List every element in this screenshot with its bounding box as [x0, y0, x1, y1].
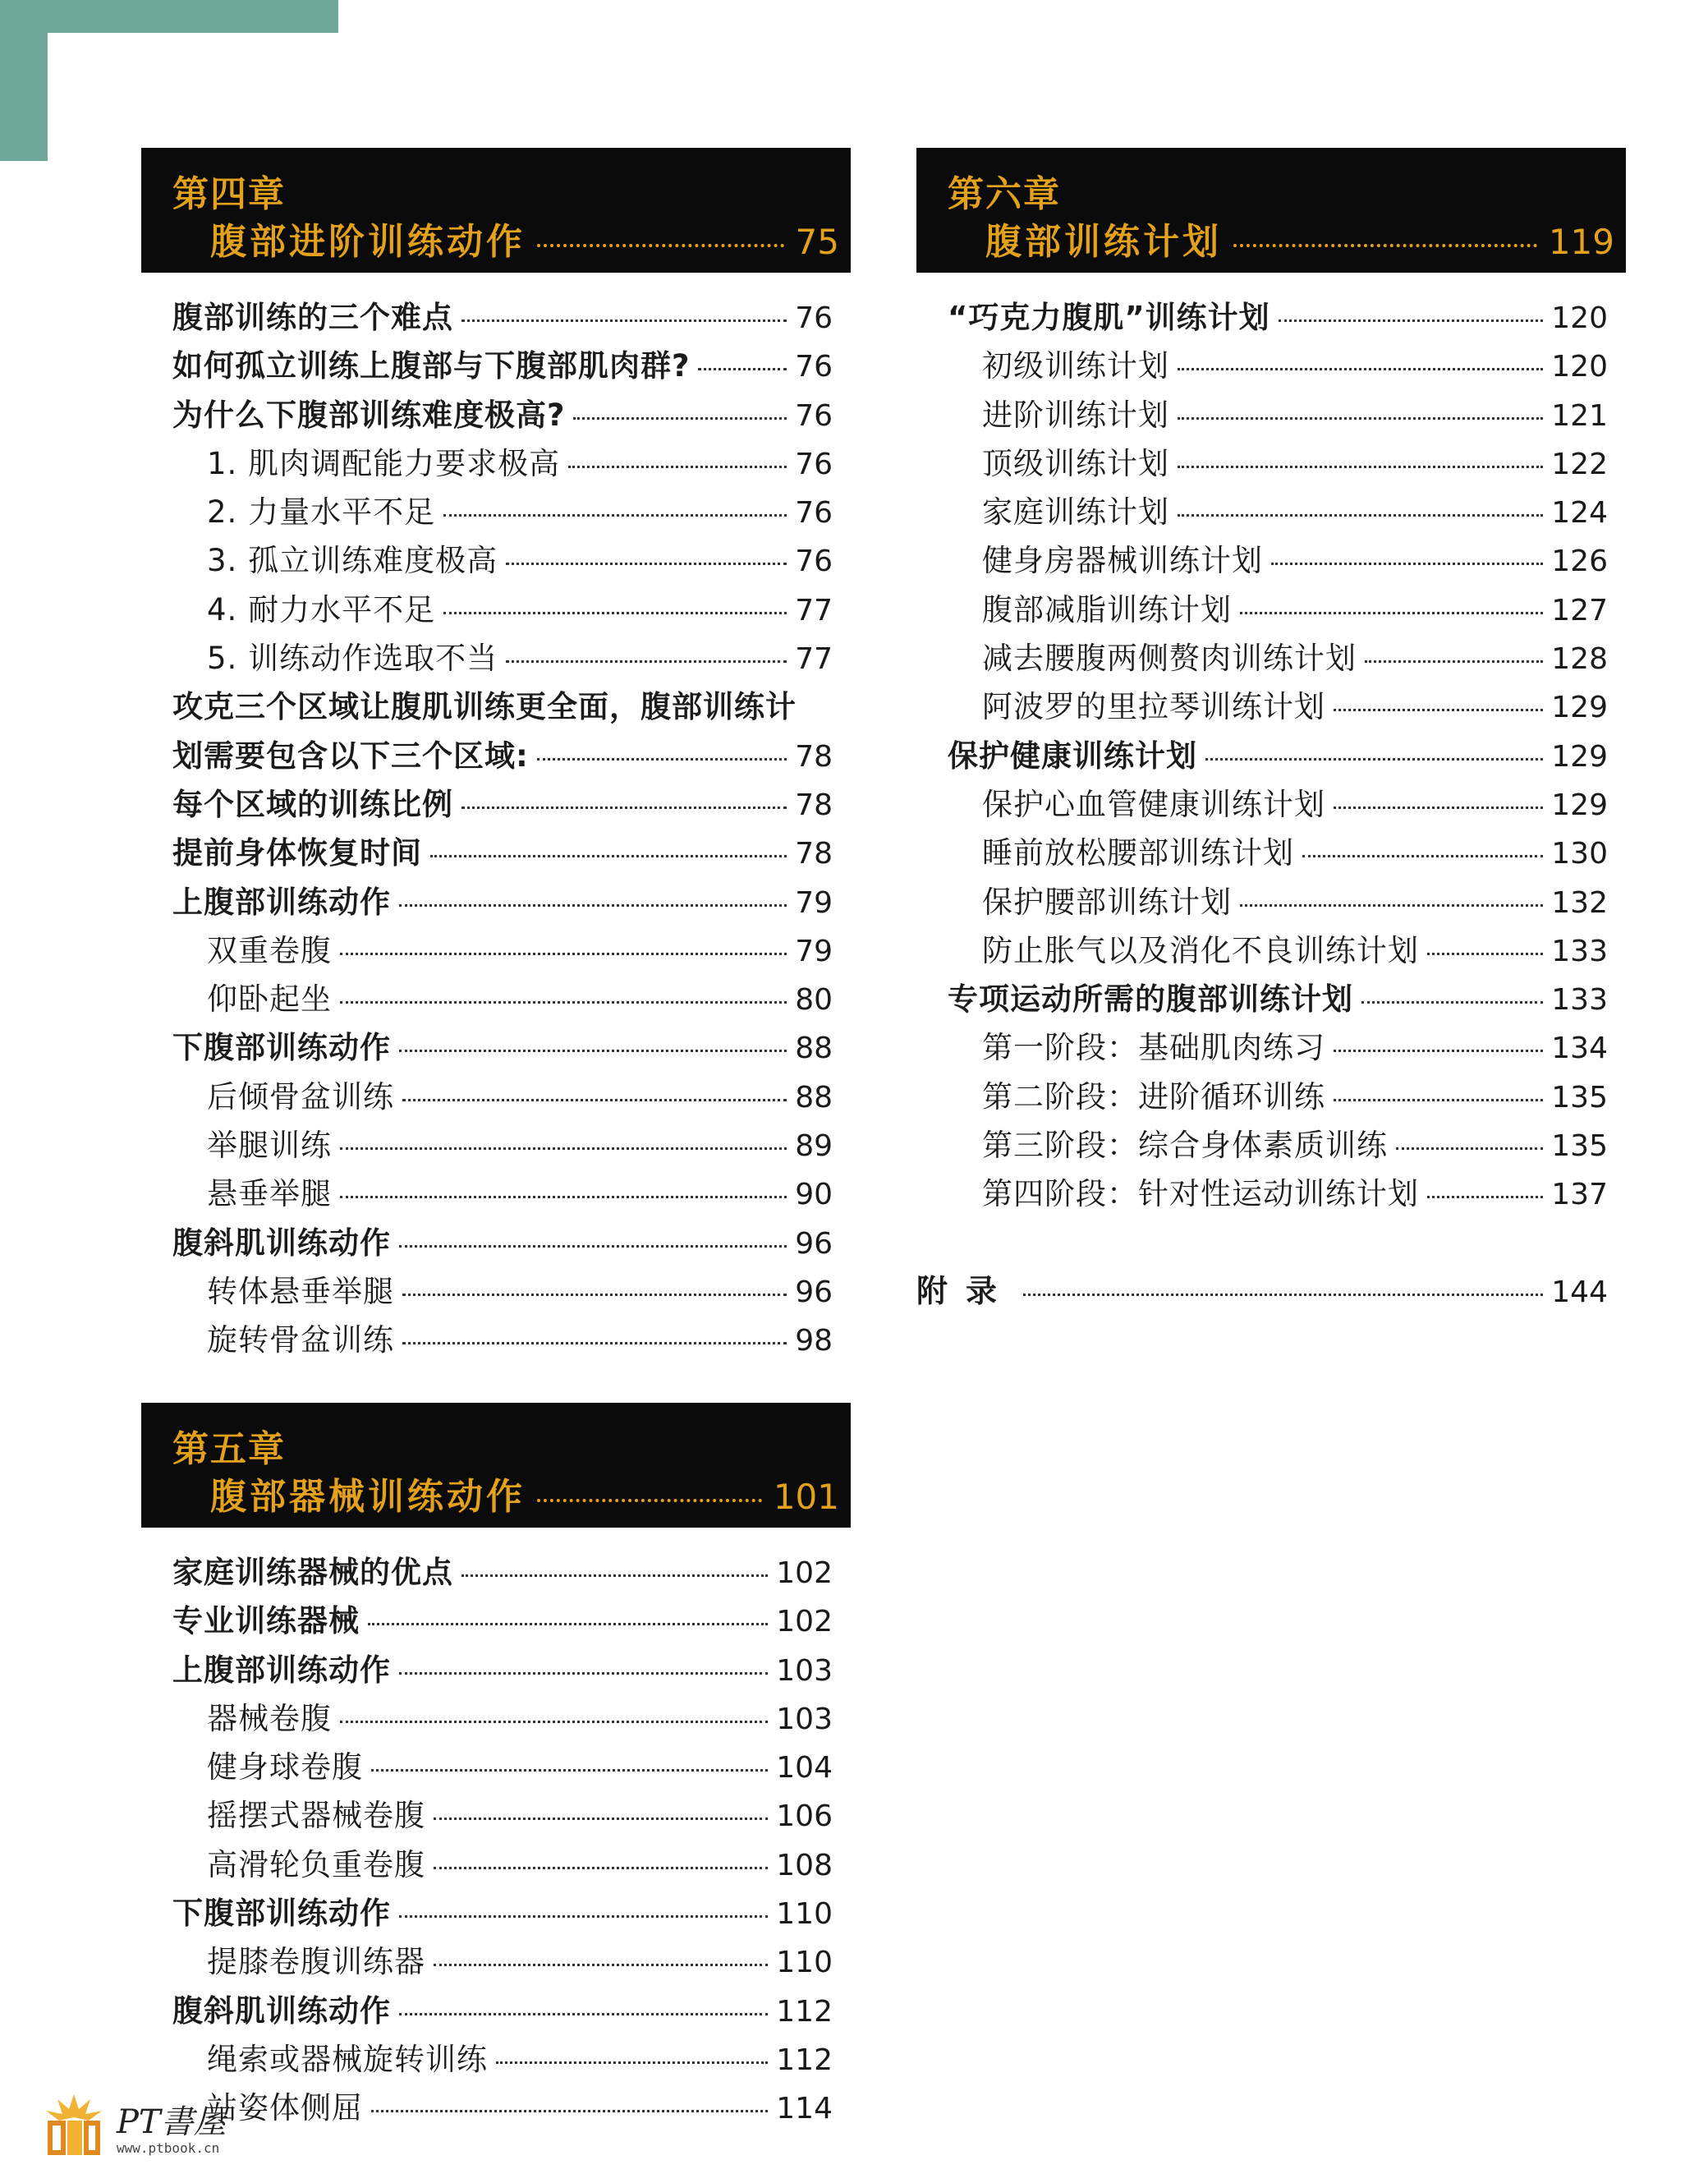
chapter-page-number: 101	[773, 1477, 839, 1517]
toc-entry-page: 76	[795, 545, 833, 579]
toc-entry-title: 绳索或器械旋转训练	[207, 2041, 488, 2077]
leader-dots	[506, 660, 787, 663]
toc-entry[interactable]	[141, 1694, 851, 1742]
leader-dots	[1271, 563, 1543, 565]
toc-entry-title: 下腹部训练动作	[172, 1030, 391, 1066]
appendix-page-number: 144	[1551, 1275, 1608, 1309]
toc-entry-title: 提前身体恢复时间	[172, 835, 422, 871]
leader-dots	[461, 1574, 768, 1577]
toc-entry-page: 135	[1551, 1080, 1608, 1114]
toc-entry-title: 下腹部训练动作	[172, 1896, 391, 1932]
toc-entry-title: 1. 肌肉调配能力要求极高	[207, 445, 561, 481]
toc-entry[interactable]	[141, 535, 851, 584]
toc-entry-page: 96	[795, 1226, 833, 1261]
toc-entry-title: “巧克力腹肌”训练计划	[948, 300, 1270, 335]
appendix-title: 附录	[916, 1272, 1016, 1309]
chapter-4-section	[141, 148, 851, 1364]
toc-entry[interactable]	[141, 926, 851, 974]
toc-entry-title: 每个区域的训练比例	[172, 786, 453, 822]
toc-entry-page: 76	[795, 496, 833, 531]
toc-entry-page: 103	[776, 1702, 833, 1736]
toc-entry-title: 睡前放松腰部训练计划	[982, 835, 1294, 871]
leader-dots	[430, 855, 787, 857]
toc-entry[interactable]	[916, 1023, 1626, 1071]
toc-entry-page: 79	[795, 934, 833, 968]
toc-entry[interactable]	[141, 682, 851, 730]
chapter-title: 腹部训练计划	[985, 221, 1222, 263]
chapter-title-row[interactable]	[210, 1467, 839, 1519]
leader-dots	[399, 1915, 768, 1918]
chapter-page-number: 75	[795, 222, 839, 262]
toc-entry[interactable]	[916, 487, 1626, 535]
toc-entry-title: 专业训练器械	[172, 1603, 360, 1639]
toc-entry-page: 133	[1551, 983, 1608, 1018]
toc-entry-title: 双重卷腹	[207, 932, 332, 968]
toc-entry[interactable]	[141, 1072, 851, 1120]
toc-entry[interactable]	[141, 1986, 851, 2034]
leader-dots	[399, 1050, 787, 1052]
toc-entry-title: 第三阶段：综合身体素质训练	[982, 1128, 1388, 1164]
toc-entry-page: 102	[776, 1605, 833, 1639]
toc-entry[interactable]	[916, 974, 1626, 1023]
leader-dots	[399, 1245, 787, 1248]
toc-entry[interactable]	[141, 1169, 851, 1217]
toc-entry[interactable]	[916, 439, 1626, 487]
toc-entry-title: 第一阶段：基础肌肉练习	[982, 1030, 1325, 1066]
leader-dots	[1279, 319, 1544, 322]
leader-dots	[399, 2013, 768, 2015]
toc-entry[interactable]	[916, 292, 1626, 341]
chapter-6-section	[916, 148, 1626, 1311]
toc-entry-page: 76	[795, 447, 833, 481]
toc-entry[interactable]	[141, 1888, 851, 1937]
toc-entry[interactable]	[141, 439, 851, 487]
leader-dots	[443, 612, 787, 614]
toc-entry-page: 120	[1551, 350, 1608, 384]
toc-entry-title: 4. 耐力水平不足	[207, 591, 436, 627]
leader-dots	[1178, 417, 1543, 420]
toc-entry-title: 第四阶段：针对性运动训练计划	[982, 1176, 1419, 1212]
toc-entry-title: 摇摆式器械卷腹	[207, 1798, 425, 1834]
leader-dots	[340, 1147, 787, 1150]
toc-entry-page: 110	[776, 1946, 833, 1980]
chapter-title-row[interactable]	[210, 212, 839, 264]
toc-entry-title: 防止胀气以及消化不良训练计划	[982, 932, 1419, 968]
toc-entry-title: 上腹部训练动作	[172, 884, 391, 920]
leader-dots	[1233, 244, 1537, 247]
leader-dots	[402, 1342, 787, 1344]
toc-entry-page: 98	[795, 1324, 833, 1358]
toc-entry-title: 专项运动所需的腹部训练计划	[948, 981, 1353, 1018]
leader-dots	[506, 563, 787, 565]
chapter-label: 第六章	[948, 173, 1061, 215]
toc-entry[interactable]	[141, 390, 851, 439]
toc-entry[interactable]	[141, 487, 851, 535]
watermark-brand: PT書屋	[117, 2103, 227, 2141]
chapter-title-row[interactable]	[985, 212, 1614, 264]
toc-entry-page: 76	[795, 350, 833, 384]
leader-dots	[461, 807, 787, 809]
leader-dots	[537, 1499, 762, 1502]
toc-list	[141, 1547, 851, 2132]
toc-entry[interactable]	[141, 292, 851, 341]
toc-entry[interactable]	[141, 1547, 851, 1596]
toc-entry[interactable]	[141, 1645, 851, 1694]
logo-book-gap-2	[89, 2126, 95, 2150]
toc-list	[141, 292, 851, 1364]
leader-dots	[340, 1001, 787, 1004]
toc-entry[interactable]	[916, 341, 1626, 389]
toc-entry[interactable]	[141, 731, 851, 779]
toc-entry-title: 腹部训练的三个难点	[172, 300, 453, 335]
leader-dots	[434, 1964, 768, 1966]
chapter-header	[141, 148, 851, 273]
toc-entry-page: 126	[1551, 545, 1608, 579]
toc-entry[interactable]	[141, 974, 851, 1023]
chapter-label: 第五章	[172, 1428, 286, 1470]
leader-dots	[698, 368, 787, 370]
toc-entry[interactable]	[916, 779, 1626, 828]
toc-entry[interactable]	[141, 877, 851, 926]
toc-entry-title: 健身房器械训练计划	[982, 543, 1263, 579]
logo-book-mid	[67, 2121, 82, 2155]
toc-entry-title: 攻克三个区域让腹肌训练更全面，腹部训练计	[172, 689, 797, 725]
toc-entry-page: 76	[795, 301, 833, 335]
toc-entry-title: 减去腰腹两侧赘肉训练计划	[982, 641, 1357, 677]
toc-entry-page: 80	[795, 983, 833, 1018]
toc-entry-page: 77	[795, 593, 833, 627]
toc-entry-title: 阿波罗的里拉琴训练计划	[982, 689, 1325, 725]
toc-entry-page: 102	[776, 1556, 833, 1590]
toc-entry-page: 129	[1551, 788, 1608, 822]
toc-entry-page: 129	[1551, 691, 1608, 725]
toc-entry-title: 举腿训练	[207, 1128, 332, 1164]
toc-entry-page: 129	[1551, 739, 1608, 774]
toc-entry-page: 79	[795, 885, 833, 920]
toc-entry-page: 132	[1551, 885, 1608, 920]
toc-entry[interactable]	[916, 1072, 1626, 1120]
toc-entry-title: 仰卧起坐	[207, 981, 332, 1018]
toc-entry-title: 上腹部训练动作	[172, 1652, 391, 1688]
toc-entry[interactable]	[141, 1218, 851, 1266]
leader-dots	[402, 1099, 787, 1101]
toc-entry-page: 89	[795, 1129, 833, 1164]
toc-entry-title: 第二阶段：进阶循环训练	[982, 1078, 1325, 1114]
chapter-page-number: 119	[1548, 222, 1614, 262]
leader-dots	[1240, 612, 1543, 614]
chapter-title: 腹部器械训练动作	[210, 1476, 526, 1518]
toc-entry[interactable]	[916, 926, 1626, 974]
toc-entry[interactable]	[916, 1120, 1626, 1169]
leader-dots	[1427, 953, 1543, 955]
chapter-title: 腹部进阶训练动作	[210, 221, 526, 263]
leader-dots	[443, 514, 787, 517]
leader-dots	[1365, 660, 1543, 663]
toc-entry-title: 后倾骨盆训练	[207, 1078, 394, 1114]
toc-entry-page: 77	[795, 642, 833, 677]
toc-entry-title: 旋转骨盆训练	[207, 1322, 394, 1358]
toc-entry-page: 130	[1551, 837, 1608, 871]
toc-entry-title: 腹部减脂训练计划	[982, 591, 1232, 627]
toc-entry-page: 78	[795, 837, 833, 871]
logo-book-gap-1	[53, 2126, 61, 2150]
toc-entry-title: 提膝卷腹训练器	[207, 1944, 425, 1980]
toc-entry-page: 106	[776, 1799, 833, 1834]
toc-entry[interactable]	[916, 731, 1626, 779]
toc-entry[interactable]	[141, 1937, 851, 1985]
toc-entry-title: 器械卷腹	[207, 1700, 332, 1736]
toc-entry-page: 104	[776, 1751, 833, 1785]
toc-entry-title: 悬垂举腿	[207, 1176, 332, 1212]
toc-entry[interactable]	[141, 1120, 851, 1169]
toc-entry-page: 120	[1551, 301, 1608, 335]
leader-dots	[1302, 855, 1543, 857]
toc-entry-page: 127	[1551, 593, 1608, 627]
toc-entry-title: 健身球卷腹	[207, 1749, 363, 1785]
toc-entry-page: 112	[776, 2043, 833, 2077]
toc-entry-page: 124	[1551, 496, 1608, 531]
leader-dots	[434, 1818, 768, 1820]
leader-dots	[496, 2061, 768, 2064]
leader-dots	[1396, 1147, 1543, 1150]
leader-dots	[1205, 758, 1543, 761]
toc-entry-title: 保护健康训练计划	[948, 738, 1197, 774]
leader-dots	[1334, 807, 1543, 809]
toc-entry-page: 78	[795, 788, 833, 822]
toc-entry[interactable]	[141, 1315, 851, 1363]
toc-list	[916, 292, 1626, 1218]
toc-entry[interactable]	[141, 341, 851, 389]
toc-entry-page: 78	[795, 739, 833, 774]
toc-entry-page: 134	[1551, 1032, 1608, 1066]
leader-dots	[1361, 1001, 1543, 1004]
leader-dots	[340, 1196, 787, 1198]
toc-entry[interactable]	[141, 1840, 851, 1888]
toc-entry[interactable]	[141, 633, 851, 682]
toc-entry[interactable]	[141, 2034, 851, 2083]
chapter-5-section	[141, 1403, 851, 2132]
leader-dots	[402, 1294, 787, 1296]
leader-dots	[1240, 904, 1543, 907]
toc-entry[interactable]	[141, 1596, 851, 1644]
toc-entry-page: 110	[776, 1897, 833, 1932]
toc-entry-title: 家庭训练计划	[982, 494, 1169, 531]
chapter-label: 第四章	[172, 173, 286, 215]
leader-dots	[1023, 1294, 1543, 1296]
leader-dots	[1334, 1099, 1543, 1101]
leader-dots	[371, 1769, 768, 1772]
toc-entry-title: 高滑轮负重卷腹	[207, 1846, 425, 1882]
toc-entry[interactable]	[916, 633, 1626, 682]
toc-entry-title: 进阶训练计划	[982, 397, 1169, 433]
leader-dots	[1427, 1196, 1543, 1198]
leader-dots	[1178, 368, 1543, 370]
toc-entry[interactable]	[141, 1023, 851, 1071]
toc-entry-title: 如何孤立训练上腹部与下腹部肌肉群?	[172, 348, 691, 384]
book-shelf-icon	[41, 2093, 107, 2158]
toc-entry-title: 划需要包含以下三个区域:	[172, 738, 529, 774]
toc-entry-title: 初级训练计划	[982, 348, 1169, 384]
leader-dots	[399, 1672, 768, 1675]
toc-entry-page: 133	[1551, 934, 1608, 968]
leader-dots	[568, 466, 787, 468]
toc-entry-title: 站姿体侧屈	[207, 2090, 363, 2126]
toc-entry-page: 128	[1551, 642, 1608, 677]
toc-entry[interactable]	[141, 1742, 851, 1790]
toc-entry-title: 腹斜肌训练动作	[172, 1225, 391, 1261]
toc-entry-title: 家庭训练器械的优点	[172, 1555, 453, 1590]
toc-entry[interactable]	[141, 779, 851, 828]
toc-entry-title: 保护心血管健康训练计划	[982, 786, 1325, 822]
toc-entry-page: 103	[776, 1653, 833, 1688]
toc-entry-page: 88	[795, 1080, 833, 1114]
leader-dots	[573, 417, 787, 420]
toc-entry-page: 90	[795, 1178, 833, 1212]
toc-entry[interactable]	[916, 828, 1626, 876]
toc-entry-title: 5. 训练动作选取不当	[207, 641, 498, 677]
toc-entry-title: 为什么下腹部训练难度极高?	[172, 397, 566, 433]
toc-entry[interactable]	[916, 682, 1626, 730]
toc-entry[interactable]	[916, 1169, 1626, 1217]
toc-entry-page: 137	[1551, 1178, 1608, 1212]
toc-entry-title: 腹斜肌训练动作	[172, 1992, 391, 2029]
watermark	[34, 2086, 264, 2168]
leader-dots	[340, 1721, 768, 1723]
toc-entry[interactable]	[916, 877, 1626, 926]
leader-dots	[340, 953, 787, 955]
toc-entry-page: 88	[795, 1032, 833, 1066]
leader-dots	[1178, 466, 1543, 468]
toc-entry-title: 3. 孤立训练难度极高	[207, 543, 498, 579]
leader-dots	[537, 244, 784, 247]
leader-dots	[1178, 514, 1543, 517]
toc-entry-title: 转体悬垂举腿	[207, 1273, 394, 1309]
logo-rays	[46, 2094, 102, 2121]
leader-dots	[434, 1867, 768, 1869]
toc-entry[interactable]	[141, 1790, 851, 1839]
chapter-header	[141, 1403, 851, 1528]
toc-entry-title: 2. 力量水平不足	[207, 494, 436, 531]
leader-dots	[368, 1623, 768, 1625]
appendix-entry[interactable]	[916, 1266, 1626, 1311]
toc-entry-page: 122	[1551, 447, 1608, 481]
chapter-header	[916, 148, 1626, 273]
toc-entry[interactable]	[141, 828, 851, 876]
toc-entry[interactable]	[916, 585, 1626, 633]
toc-entry-page: 112	[776, 1994, 833, 2029]
leader-dots	[371, 2110, 768, 2112]
toc-entry[interactable]	[916, 390, 1626, 439]
leader-dots	[1334, 1050, 1543, 1052]
toc-entry[interactable]	[916, 535, 1626, 584]
toc-entry[interactable]	[141, 1266, 851, 1315]
toc-entry-page: 108	[776, 1848, 833, 1882]
toc-entry-page: 114	[776, 2092, 833, 2126]
leader-dots	[1334, 709, 1543, 711]
toc-entry-page: 76	[795, 398, 833, 433]
toc-entry-page: 96	[795, 1275, 833, 1309]
watermark-url: www.ptbook.cn	[117, 2140, 220, 2156]
leader-dots	[399, 904, 787, 907]
toc-entry[interactable]	[141, 585, 851, 633]
toc-entry-page: 135	[1551, 1129, 1608, 1164]
leader-dots	[461, 319, 787, 322]
toc-entry-title: 顶级训练计划	[982, 445, 1169, 481]
toc-entry-page: 121	[1551, 398, 1608, 433]
toc-entry-title: 保护腰部训练计划	[982, 884, 1232, 920]
leader-dots	[537, 758, 787, 761]
